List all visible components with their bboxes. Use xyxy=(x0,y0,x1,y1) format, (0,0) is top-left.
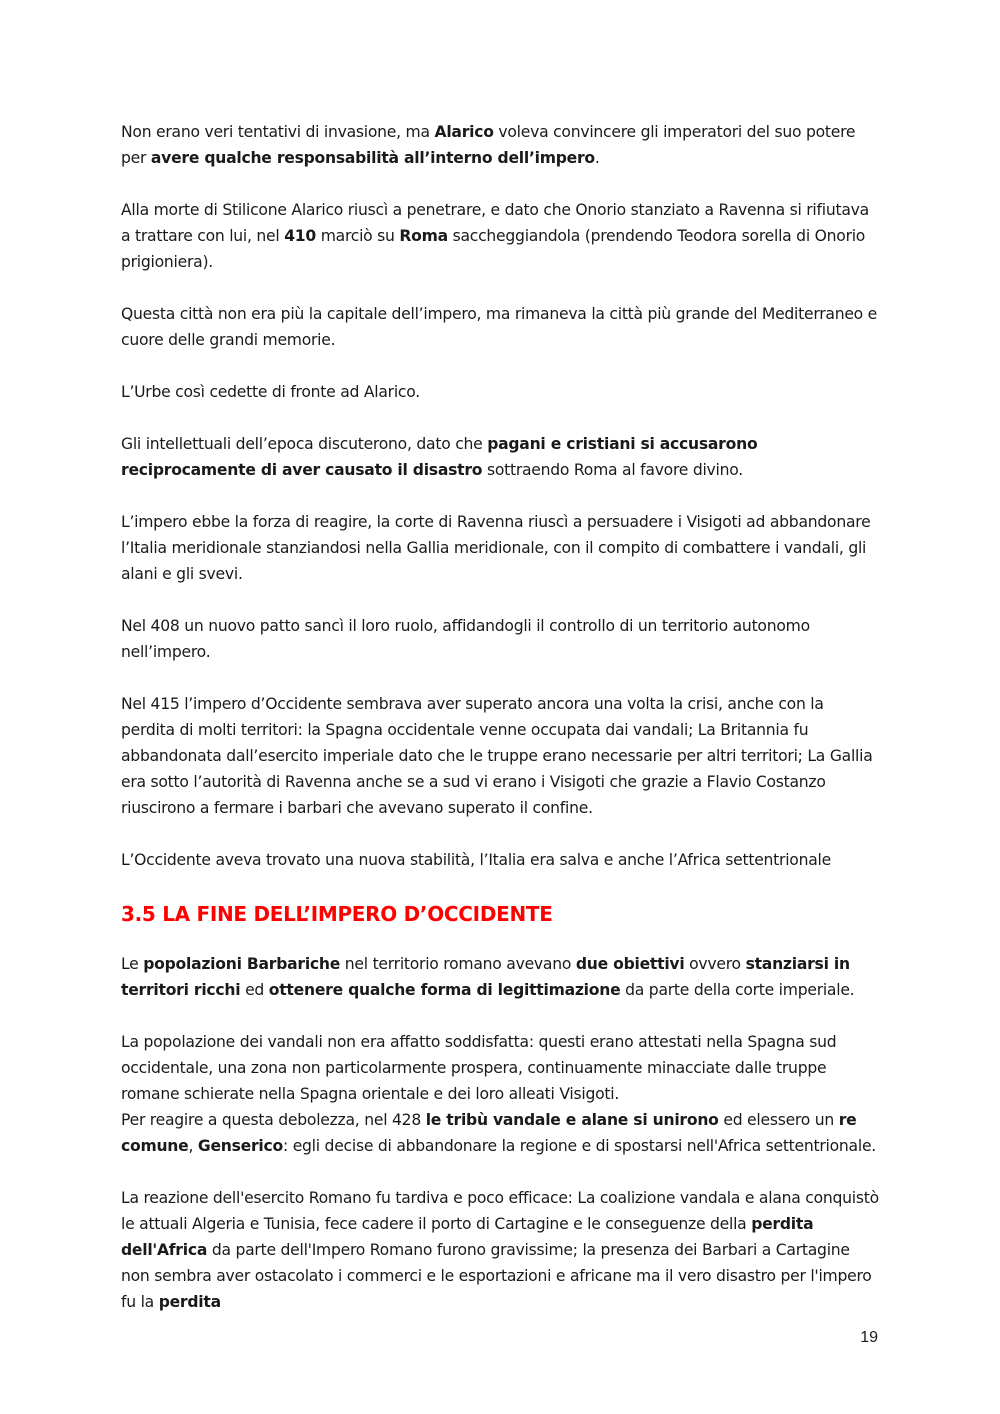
text-run: da parte della corte imperiale. xyxy=(620,981,855,999)
text-run: Questa città non era più la capitale dell’impero, ma rimaneva la città più grande del Mediterraneo e cuore delle grandi memorie. xyxy=(121,305,878,349)
paragraph xyxy=(121,951,881,1003)
text-run: La reazione dell'esercito Romano fu tardiva e poco efficace: La coalizione vandala e alana conquistò le attuali Algeria e Tunisia, fece cadere il porto di Cartagine e le conseguenze della xyxy=(121,1189,879,1233)
text-run: nel territorio romano avevano xyxy=(340,955,576,973)
text-run: Per reagire a questa debolezza, nel 428 xyxy=(121,1111,426,1129)
page-number: 19 xyxy=(860,1329,878,1346)
paragraphs-before-heading xyxy=(121,119,881,873)
text-run: : egli decise di abbandonare la regione e di spostarsi nell'Africa settentrionale. xyxy=(282,1137,876,1155)
text-run: voleva convincere gli imperatori del suo potere per xyxy=(121,123,856,167)
text-run: sottraendo Roma al favore divino. xyxy=(482,461,743,479)
text-run: da parte dell'Impero Romano furono gravissime; la presenza dei Barbari a Cartagine non sembra aver ostacolato i commerci e le esportazioni e africane ma il vero disastro per l'impero fu la xyxy=(121,1241,872,1311)
bold-text: Alarico xyxy=(434,123,494,141)
paragraph xyxy=(121,613,881,665)
text-run: L’Urbe così cedette di fronte ad Alarico. xyxy=(121,383,420,401)
text-run: Alla morte di Stilicone Alarico riuscì a penetrare, e dato che Onorio stanziato a Ravenna si rifiutava a trattare con lui, nel xyxy=(121,201,869,245)
text-run: L’Occidente aveva trovato una nuova stabilità, l’Italia era salva e anche l’Africa settentrionale xyxy=(121,851,831,869)
paragraph xyxy=(121,1185,881,1315)
text-run: marciò su xyxy=(316,227,400,245)
text-run: saccheggiandola (prendendo Teodora sorella di Onorio prigioniera). xyxy=(121,227,866,271)
text-run: ovvero xyxy=(684,955,746,973)
paragraph xyxy=(121,119,881,171)
paragraph xyxy=(121,431,881,483)
text-run: ed xyxy=(240,981,269,999)
text-run: Gli intellettuali dell’epoca discuterono, dato che xyxy=(121,435,488,453)
page-body xyxy=(121,119,881,1341)
bold-text: re comune xyxy=(121,1111,857,1155)
bold-text: perdita xyxy=(158,1293,221,1311)
text-run: ed elessero un xyxy=(718,1111,839,1129)
text-run: . xyxy=(594,149,600,167)
paragraph xyxy=(121,197,881,275)
bold-text: le tribù vandale e alane si unirono xyxy=(425,1111,719,1129)
bold-text: 410 xyxy=(284,227,316,245)
text-run: L’impero ebbe la forza di reagire, la corte di Ravenna riuscì a persuadere i Visigoti ad abbandonare l’Italia meridionale stanziandosi nella Gallia meridionale, con il compito di combattere i vandali, gli alani e gli svevi. xyxy=(121,513,871,583)
paragraph xyxy=(121,691,881,821)
paragraph xyxy=(121,509,881,587)
paragraph xyxy=(121,1029,881,1107)
bold-text: popolazioni Barbariche xyxy=(143,955,341,973)
paragraph xyxy=(121,301,881,353)
text-run: Nel 408 un nuovo patto sancì il loro ruolo, affidandogli il controllo di un territorio autonomo nell’impero. xyxy=(121,617,810,661)
paragraph xyxy=(121,847,881,873)
paragraphs-after-heading xyxy=(121,951,881,1315)
text-run: Non erano veri tentativi di invasione, ma xyxy=(121,123,435,141)
bold-text: avere qualche responsabilità all’interno dell’impero xyxy=(150,149,595,167)
bold-text: Genserico xyxy=(197,1137,283,1155)
text-run: Nel 415 l’impero d’Occidente sembrava aver superato ancora una volta la crisi, anche con la perdita di molti territori: la Spagna occidentale venne occupata dai vandali; La Britannia fu abbandonata dall’esercito imperiale dato che le truppe erano necessarie per altri territori; La Gallia era sotto l’autorità di Ravenna anche se a sud vi erano i Visigoti che grazie a Flavio Costanzo riuscirono a fermare i barbari che avevano superato il confine. xyxy=(121,695,873,817)
bold-text: due obiettivi xyxy=(575,955,685,973)
section-heading: 3.5 LA FINE DELL’IMPERO D’OCCIDENTE xyxy=(121,902,553,926)
bold-text: pagani e cristiani si accusarono reciprocamente di aver causato il disastro xyxy=(121,435,758,479)
paragraph xyxy=(121,379,881,405)
bold-text: perdita dell'Africa xyxy=(121,1215,814,1259)
text-run: , xyxy=(188,1137,198,1155)
paragraph xyxy=(121,1107,881,1159)
text-run: Le xyxy=(121,955,144,973)
text-run: La popolazione dei vandali non era affatto soddisfatta: questi erano attestati nella Spagna sud occidentale, una zona non particolarmente prospera, continuamente minacciate dalle truppe romane schierate nella Spagna orientale e dei loro alleati Visigoti. xyxy=(121,1033,837,1103)
bold-text: Roma xyxy=(399,227,448,245)
bold-text: stanziarsi in territori ricchi xyxy=(121,955,850,999)
bold-text: ottenere qualche forma di legittimazione xyxy=(268,981,621,999)
